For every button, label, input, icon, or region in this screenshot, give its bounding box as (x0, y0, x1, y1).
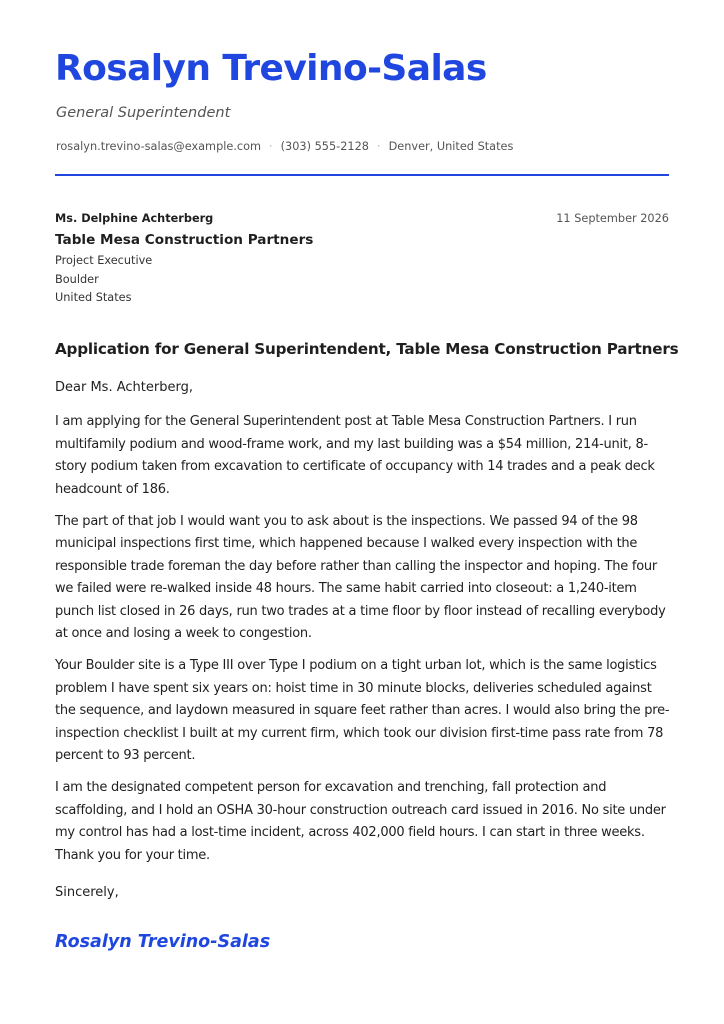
recipient-name: Ms. Delphine Achterberg (55, 212, 214, 225)
body-paragraph: I am the designated competent person for excavation and trenching, fall protection and scaffolding, and I hold an OSHA 30-hour construction outreach card issued in 2016. No site under my control has had a lost-time incident, across 402,000 field hours. I can start in three weeks. Thank you for your time. (55, 780, 666, 863)
contact-location: Denver, United States (388, 140, 514, 153)
signature: Rosalyn Trevino-Salas (55, 932, 271, 952)
contact-phone: (303) 555-2128 (280, 140, 369, 153)
body-paragraph: I am applying for the General Superintendent post at Table Mesa Construction Partners. I run multifamily podium and wood-frame work, and my last building was a $54 million, 214-unit, 8-story podium taken from excavation to certificate of occupancy with 14 trades and a peak deck headcount of 186. (55, 414, 655, 497)
contact-separator: · (377, 140, 381, 153)
contact-line (56, 140, 513, 153)
salutation: Dear Ms. Achterberg, (55, 380, 193, 395)
header-divider (55, 174, 669, 176)
letter-body (55, 411, 675, 877)
recipient-country: United States (55, 291, 132, 304)
applicant-name: Rosalyn Trevino-Salas (55, 48, 487, 89)
body-paragraph: Your Boulder site is a Type III over Type I podium on a tight urban lot, which is the same logistics problem I have spent six years on: hoist time in 30 minute blocks, deliveries scheduled against the sequence, and laydown measured in square feet rather than acres. I would also bring the pre-inspection checklist I built at my current firm, which took our division first-time pass rate from 78 percent to 93 percent. (55, 658, 670, 763)
letter-date: 11 September 2026 (556, 212, 669, 225)
applicant-title: General Superintendent (56, 105, 231, 121)
body-paragraph: The part of that job I would want you to ask about is the inspections. We passed 94 of the 98 municipal inspections first time, which happened because I walked every inspection with the responsible trade foreman the day before rather than calling the inspector and hoping. The four we failed were re-walked inside 48 hours. The same habit carried into closeout: a 1,240-item punch list closed in 26 days, run two trades at a time floor by floor instead of recalling everybody at once and losing a week to congestion. (55, 513, 666, 641)
recipient-role: Project Executive (55, 254, 153, 267)
recipient-city: Boulder (55, 273, 99, 286)
recipient-company: Table Mesa Construction Partners (55, 232, 314, 248)
letter-subject: Application for General Superintendent, Table Mesa Construction Partners (55, 340, 679, 358)
closing: Sincerely, (55, 885, 119, 900)
contact-separator: · (269, 140, 273, 153)
contact-email: rosalyn.trevino-salas@example.com (56, 140, 262, 153)
